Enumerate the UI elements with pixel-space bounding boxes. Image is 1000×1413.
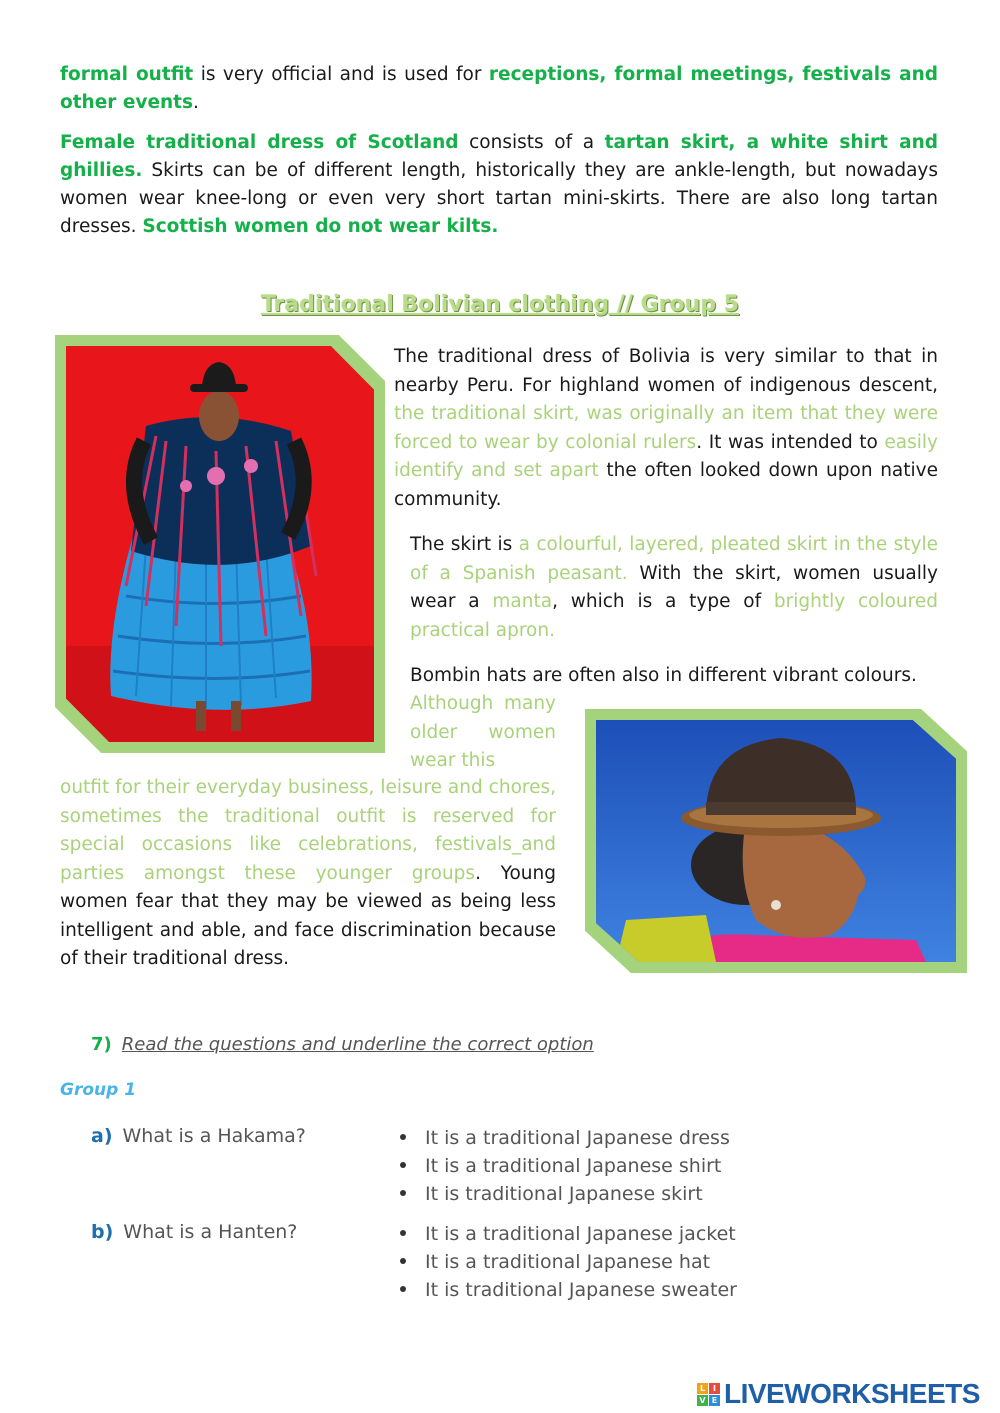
bolivia-paragraph-4-start: Although many older women wear this bbox=[410, 693, 556, 771]
option[interactable]: It is traditional Japanese sweater bbox=[400, 1276, 737, 1304]
bolivia-paragraph-4-rest: outfit for their everyday business, leisure and chores, sometimes the traditional outfit is reserved for special occasions like celebrations, festivals_and parties amongst these younger groups. Young women fear that they may be viewed as being less intelligent and able, and face discrimination because of their traditional dress. bbox=[60, 777, 556, 969]
option[interactable]: It is a traditional Japanese jacket bbox=[400, 1220, 737, 1248]
hat-photo-illustration bbox=[596, 720, 956, 962]
question-a: a) What is a Hakama? bbox=[91, 1125, 306, 1147]
bullet-icon bbox=[400, 1230, 406, 1236]
group-label: Group 1 bbox=[60, 1080, 137, 1100]
bullet-icon bbox=[400, 1190, 406, 1196]
bolivia-paragraph-2: The skirt is a colourful, layered, pleated skirt in the style of a Spanish peasant. With the skirt, women usually wear a manta, which is a type of brightly coloured practical apron. bbox=[410, 534, 938, 641]
bullet-icon bbox=[400, 1258, 406, 1264]
option[interactable]: It is a traditional Japanese shirt bbox=[400, 1152, 730, 1180]
question-a-options bbox=[400, 1124, 730, 1208]
bullet-icon bbox=[400, 1286, 406, 1292]
photo-bolivian-woman-dress bbox=[55, 335, 385, 753]
dress-photo-illustration bbox=[66, 346, 374, 742]
bullet-icon bbox=[400, 1134, 406, 1140]
bullet-icon bbox=[400, 1162, 406, 1168]
question-b-options bbox=[400, 1220, 737, 1304]
option[interactable]: It is a traditional Japanese dress bbox=[400, 1124, 730, 1152]
logo-wordmark: LIVEWORKSHEETS bbox=[724, 1378, 980, 1409]
bolivia-paragraph-3: Bombin hats are often also in different vibrant colours. bbox=[410, 665, 917, 686]
logo-mark-icon: L I V E bbox=[697, 1383, 720, 1406]
section-heading: Traditional Bolivian clothing // Group 5 bbox=[260, 292, 740, 317]
scotland-paragraph-2: Female traditional dress of Scotland consists of a tartan skirt, a white shirt and ghillies. Skirts can be of different length, historically they are ankle-length, but nowadays women wear knee-long or even very short tartan mini-skirts. There are also long tartan dresses. Scottish women do not wear kilts. bbox=[60, 132, 938, 237]
liveworksheets-logo bbox=[697, 1378, 980, 1410]
option[interactable]: It is traditional Japanese skirt bbox=[400, 1180, 730, 1208]
photo-bolivian-woman-bowler-hat bbox=[585, 709, 967, 973]
bolivia-paragraph-1: The traditional dress of Bolivia is very similar to that in nearby Peru. For highland women of indigenous descent, the traditional skirt, was originally an item that they were forced to wear by colonial rulers. It was intended to easily identify and set apart the often looked down upon native community. bbox=[394, 346, 939, 510]
question-b: b) What is a Hanten? bbox=[91, 1221, 298, 1243]
scotland-paragraph-1: formal outfit is very official and is used for receptions, formal meetings, festivals and other events. bbox=[60, 64, 938, 113]
option[interactable]: It is a traditional Japanese hat bbox=[400, 1248, 737, 1276]
exercise-instruction: 7) Read the questions and underline the correct option bbox=[91, 1034, 594, 1055]
